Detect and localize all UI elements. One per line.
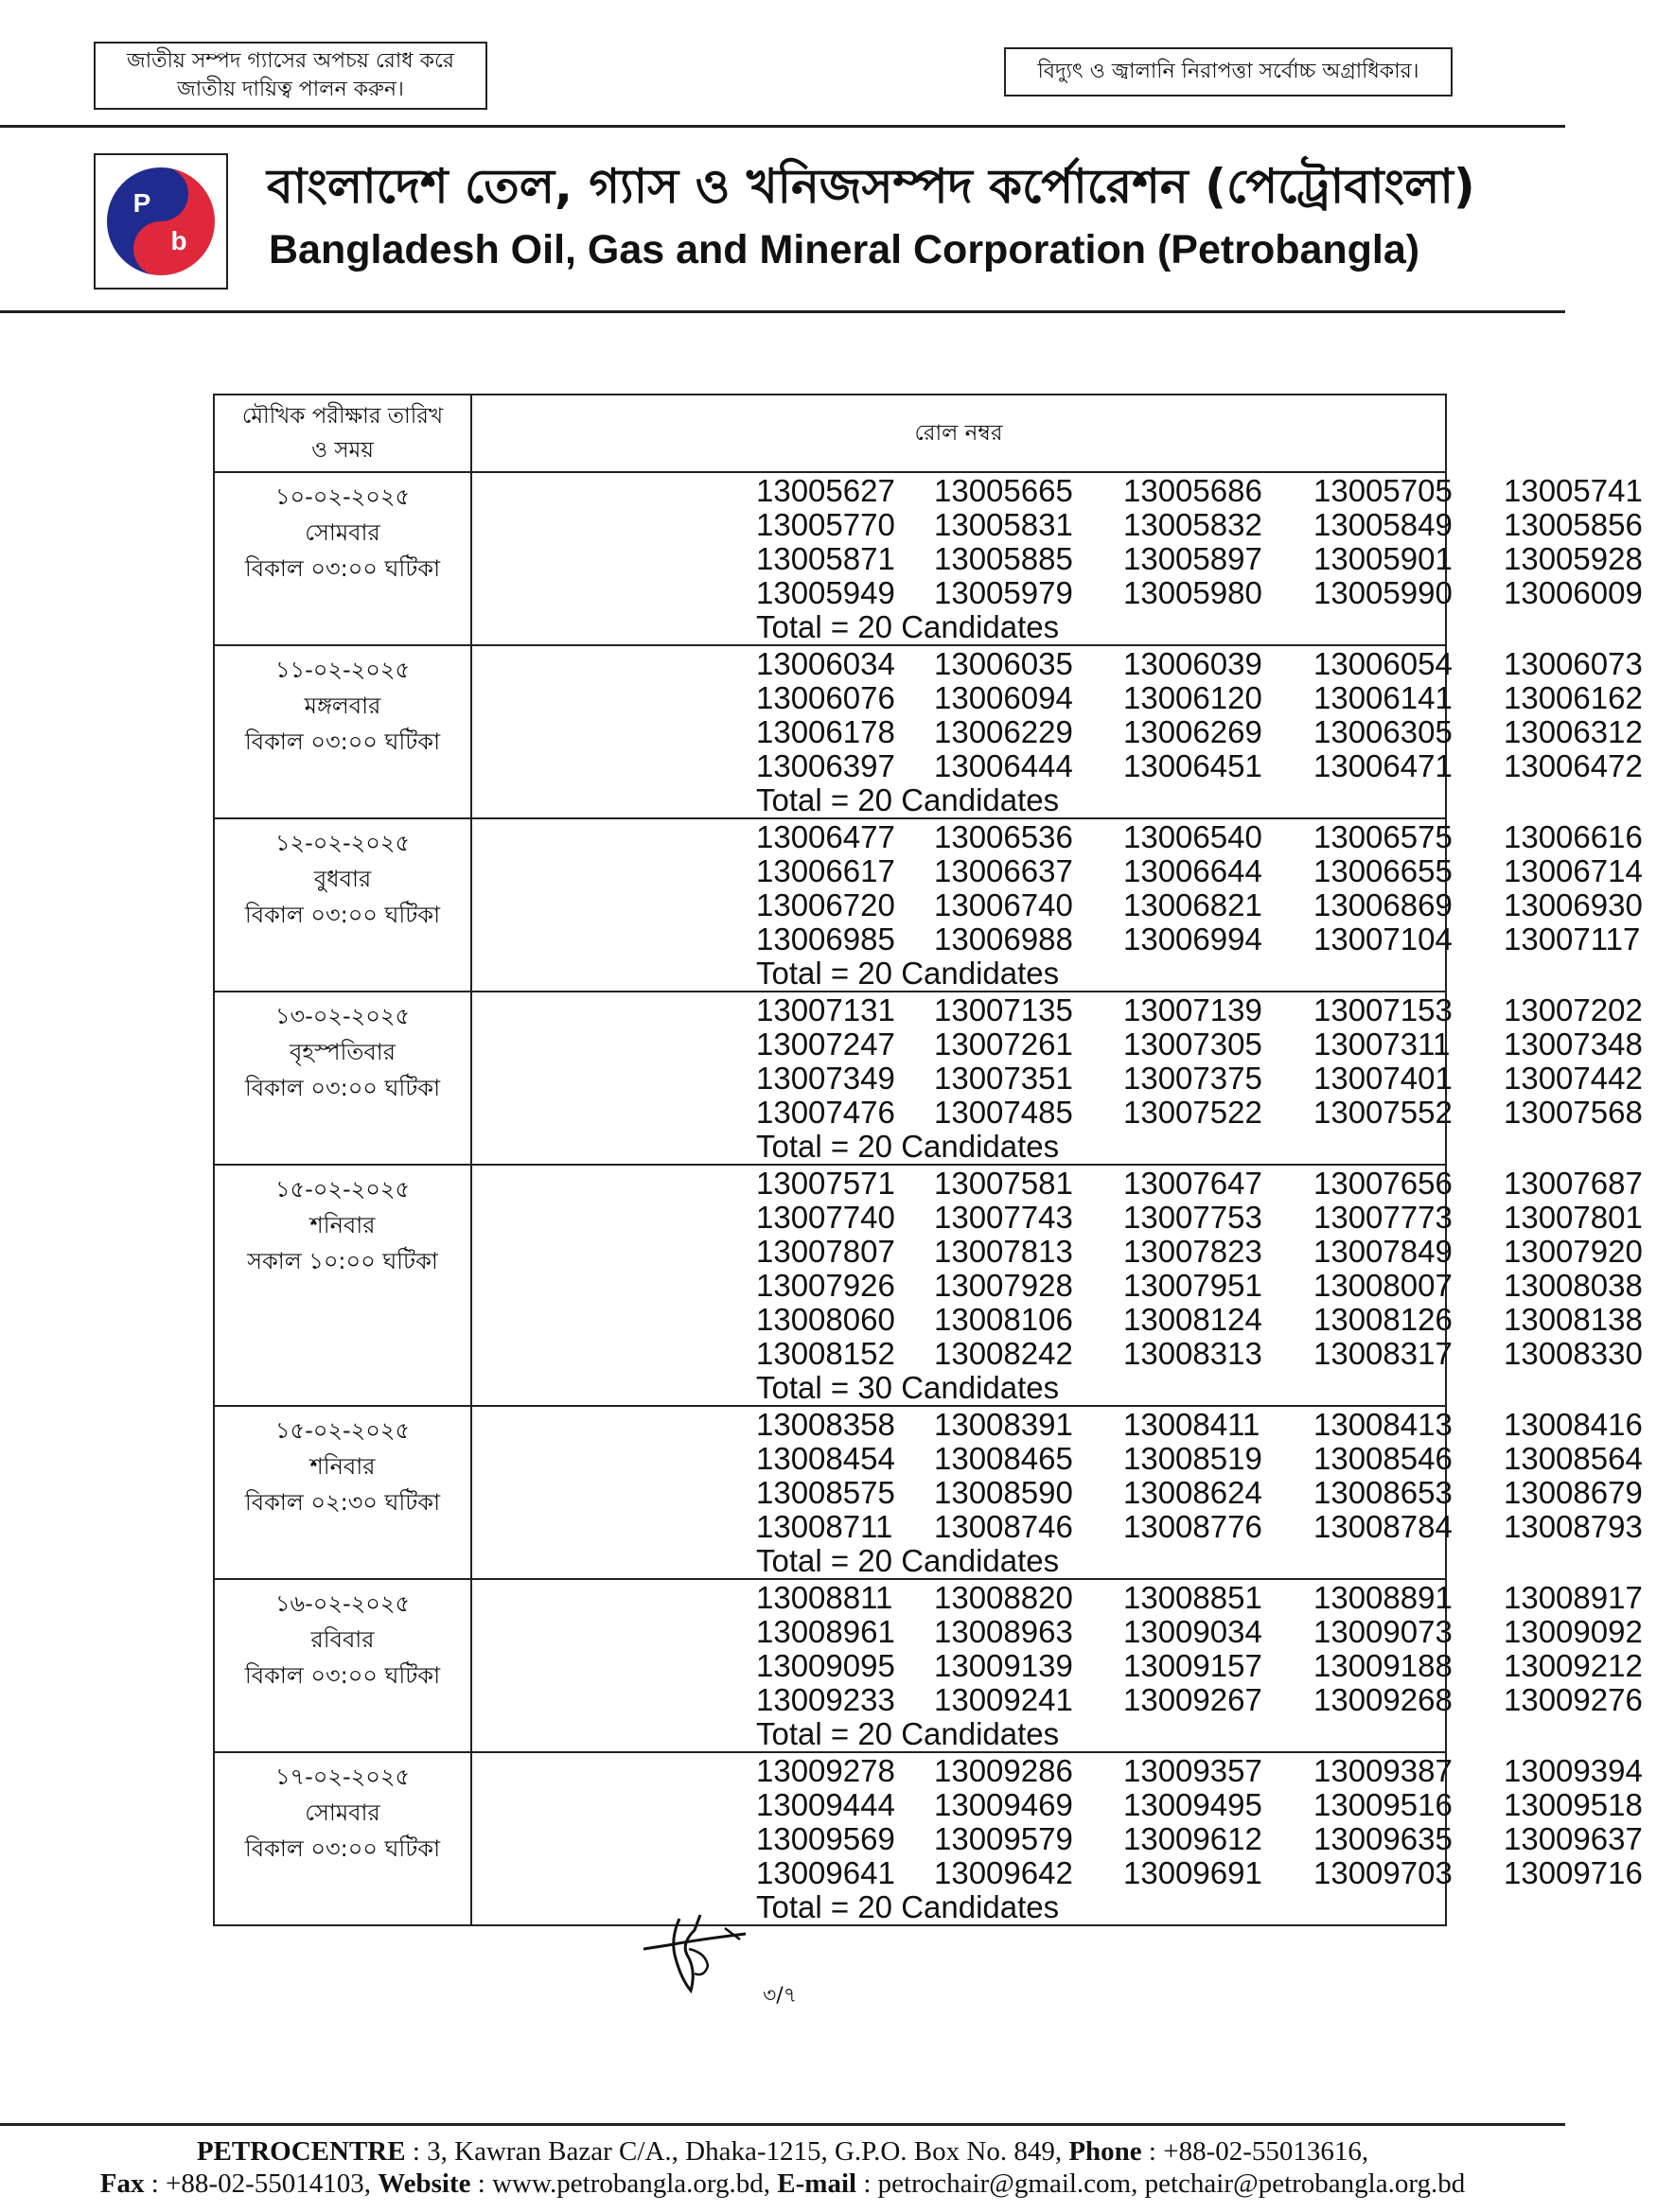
- roll-number: 13007849: [1313, 1234, 1453, 1269]
- slogan-left-line2: জাতীয় দায়িত্ব পালন করুন।: [177, 78, 404, 101]
- footer-petrocentre-label: PETROCENTRE: [196, 2136, 406, 2167]
- page-number: ৩/৭: [763, 1984, 798, 2008]
- roll-number: 13006039: [1123, 646, 1262, 681]
- session-time: বিকাল ০৩:০০ ঘটিকা: [244, 1075, 441, 1101]
- roll-number: 13007571: [756, 1166, 895, 1201]
- logo-icon: [96, 155, 226, 288]
- roll-number: 13009635: [1313, 1821, 1453, 1856]
- roll-number-grid: [756, 1580, 1643, 1717]
- roll-number: 13006178: [756, 714, 895, 749]
- roll-number: 13006076: [756, 680, 895, 715]
- roll-number: 13008454: [756, 1441, 895, 1476]
- session-roll-numbers: [471, 1752, 1643, 1925]
- petrobangla-logo: [94, 153, 228, 290]
- roll-number: 13008746: [934, 1509, 1073, 1544]
- roll-number: 13008793: [1504, 1509, 1643, 1544]
- roll-number: 13007104: [1313, 922, 1453, 957]
- roll-number: 13008811: [756, 1580, 893, 1615]
- roll-number: 13008851: [1123, 1580, 1262, 1615]
- roll-number: 13005949: [756, 575, 895, 610]
- roll-number: 13006994: [1123, 922, 1262, 957]
- roll-number: 13005849: [1313, 507, 1453, 542]
- roll-number: 13009716: [1504, 1855, 1643, 1890]
- footer-line-address: [0, 2136, 1565, 2168]
- slogan-box-left: [94, 42, 487, 110]
- roll-number: 13005770: [756, 507, 895, 542]
- roll-number: 13009034: [1123, 1614, 1262, 1649]
- roll-number: 13009691: [1123, 1855, 1262, 1890]
- session-total: Total = 20 Candidates: [756, 1129, 1060, 1164]
- roll-number-grid: [756, 1753, 1643, 1890]
- roll-number-grid: [756, 819, 1643, 957]
- session-time: বিকাল ০৩:০০ ঘটিকা: [244, 1662, 441, 1689]
- roll-number: 13008313: [1123, 1336, 1262, 1371]
- table-row: [214, 645, 1446, 818]
- roll-number: 13008413: [1313, 1407, 1453, 1442]
- roll-number: 13008519: [1123, 1441, 1262, 1476]
- roll-number: 13006397: [756, 748, 895, 783]
- roll-number: 13007773: [1313, 1200, 1453, 1235]
- session-date-time: [214, 1752, 471, 1925]
- roll-number: 13006451: [1123, 748, 1262, 783]
- session-date-time: [214, 818, 471, 992]
- roll-number: 13007476: [756, 1095, 895, 1130]
- roll-number: 13009387: [1313, 1753, 1453, 1788]
- table-row: [214, 1165, 1446, 1406]
- roll-number: 13008358: [756, 1407, 895, 1442]
- roll-number: 13008152: [756, 1336, 895, 1371]
- roll-number: 13009394: [1504, 1753, 1643, 1788]
- roll-number: 13008784: [1313, 1509, 1453, 1544]
- header-date-line1: মৌখিক পরীক্ষার তারিখ: [241, 404, 444, 429]
- roll-number: 13007687: [1504, 1166, 1643, 1201]
- roll-number: 13006162: [1504, 680, 1643, 715]
- roll-number: 13008961: [756, 1614, 895, 1649]
- session-time: বিকাল ০৩:০০ ঘটিকা: [244, 1835, 441, 1862]
- roll-number: 13007261: [934, 1027, 1073, 1062]
- roll-number: 13006472: [1504, 748, 1643, 783]
- roll-number: 13006034: [756, 646, 895, 681]
- roll-number: 13007485: [934, 1095, 1073, 1130]
- roll-number: 13007311: [1313, 1027, 1451, 1062]
- roll-number: 13008106: [934, 1302, 1073, 1337]
- roll-number: 13006536: [934, 819, 1073, 854]
- session-day: শনিবার: [309, 1212, 376, 1238]
- session-day: সোমবার: [305, 519, 380, 546]
- roll-number: 13005979: [934, 575, 1073, 610]
- roll-number: 13009157: [1123, 1648, 1262, 1683]
- roll-number: 13008679: [1504, 1475, 1643, 1510]
- roll-number: 13007202: [1504, 992, 1643, 1027]
- header-rule-bottom: [0, 310, 1565, 313]
- roll-number: 13005856: [1504, 507, 1643, 542]
- roll-number: 13007928: [934, 1268, 1073, 1303]
- roll-number: 13007807: [756, 1234, 895, 1269]
- footer-phone-label: Phone: [1068, 2136, 1142, 2167]
- header-date-line2: ও সময়: [311, 438, 374, 463]
- session-roll-numbers: [471, 818, 1643, 992]
- roll-number: 13005928: [1504, 541, 1643, 576]
- table-row: [214, 472, 1446, 645]
- roll-number: 13009579: [934, 1821, 1073, 1856]
- schedule-body: [214, 472, 1643, 1925]
- session-total: Total = 20 Candidates: [756, 782, 1060, 817]
- footer-line-contact: [0, 2168, 1565, 2200]
- roll-number: 13007153: [1313, 992, 1453, 1027]
- roll-number: 13005897: [1123, 541, 1262, 576]
- header-date-time: [214, 395, 471, 472]
- session-date: ১১-০২-২০২৫: [274, 657, 411, 683]
- roll-number: 13005990: [1313, 575, 1453, 610]
- roll-number: 13005832: [1123, 507, 1262, 542]
- roll-number: 13006540: [1123, 819, 1262, 854]
- roll-number: 13005741: [1504, 473, 1643, 508]
- roll-number: 13007740: [756, 1200, 895, 1235]
- roll-number: 13006035: [934, 646, 1073, 681]
- roll-number: 13006644: [1123, 853, 1262, 888]
- roll-number: 13007131: [756, 992, 895, 1027]
- roll-number: 13007656: [1313, 1166, 1453, 1201]
- roll-number: 13009188: [1313, 1648, 1453, 1683]
- roll-number: 13006269: [1123, 714, 1262, 749]
- roll-number: 13007581: [934, 1166, 1073, 1201]
- roll-number-grid: [756, 473, 1643, 610]
- table-row: [214, 818, 1446, 992]
- table-row: [214, 992, 1446, 1165]
- session-date: ১৩-০২-২০২৫: [274, 1003, 411, 1029]
- roll-number: 13008820: [934, 1580, 1073, 1615]
- header-rule-top: [0, 125, 1565, 128]
- roll-number: 13007375: [1123, 1061, 1262, 1096]
- roll-number: 13008776: [1123, 1509, 1262, 1544]
- roll-number: 13006616: [1504, 819, 1643, 854]
- session-date-time: [214, 472, 471, 645]
- footer-fax: : +88-02-55014103,: [144, 2168, 379, 2199]
- roll-number: 13005831: [934, 507, 1073, 542]
- roll-number: 13006988: [934, 922, 1073, 957]
- session-roll-numbers: [471, 1406, 1643, 1579]
- table-row: [214, 1752, 1446, 1925]
- roll-number: 13009278: [756, 1753, 895, 1788]
- roll-number: 13006141: [1313, 680, 1453, 715]
- roll-number: 13006575: [1313, 819, 1453, 854]
- roll-number: 13007823: [1123, 1234, 1262, 1269]
- roll-number: 13008624: [1123, 1475, 1262, 1510]
- session-time: বিকাল ০২:৩০ ঘটিকা: [244, 1489, 441, 1516]
- roll-number: 13009642: [934, 1855, 1073, 1890]
- session-total: Total = 20 Candidates: [756, 609, 1060, 644]
- handwritten-signature: [642, 1911, 755, 1996]
- session-date: ১৭-০২-২০২৫: [274, 1764, 411, 1790]
- roll-number: 13008711: [756, 1509, 893, 1544]
- session-roll-numbers: [471, 472, 1643, 645]
- roll-number: 13008242: [934, 1336, 1073, 1371]
- roll-number: 13006073: [1504, 646, 1643, 681]
- session-total: Total = 20 Candidates: [756, 956, 1060, 991]
- roll-number: 13007813: [934, 1234, 1073, 1269]
- roll-number: 13006821: [1123, 887, 1262, 922]
- roll-number: 13006094: [934, 680, 1073, 715]
- session-time: সকাল ১০:০০ ঘটিকা: [247, 1248, 438, 1274]
- roll-number: 13009073: [1313, 1614, 1453, 1649]
- roll-number: 13006720: [756, 887, 895, 922]
- slogan-right-text: বিদ্যুৎ ও জ্বালানি নিরাপত্তা সর্বোচ্চ অগ্রাধিকার।: [1037, 60, 1419, 83]
- roll-number: 13009233: [756, 1682, 895, 1717]
- session-day: মঙ্গলবার: [304, 693, 381, 719]
- footer-address: : 3, Kawran Bazar C/A., Dhaka-1215, G.P.O. Box No. 849,: [405, 2136, 1069, 2167]
- session-total: Total = 20 Candidates: [756, 1716, 1060, 1751]
- roll-number: 13008465: [934, 1441, 1073, 1476]
- roll-number: 13009286: [934, 1753, 1073, 1788]
- session-day: বৃহস্পতিবার: [290, 1039, 396, 1065]
- roll-number: 13005980: [1123, 575, 1262, 610]
- roll-number: 13008653: [1313, 1475, 1453, 1510]
- footer-fax-label: Fax: [99, 2168, 145, 2199]
- session-day: শনিবার: [309, 1453, 376, 1480]
- header-roll-number: রোল নম্বর: [471, 395, 1446, 472]
- session-date: ১৫-০২-২০২৫: [274, 1176, 411, 1203]
- roll-number: 13007753: [1123, 1200, 1262, 1235]
- roll-number: 13008060: [756, 1302, 895, 1337]
- roll-number: 13005686: [1123, 473, 1262, 508]
- svg-text:b: b: [170, 226, 187, 255]
- footer-rule: [0, 2123, 1565, 2126]
- footer-website-label: Website: [378, 2168, 471, 2199]
- roll-number: 13008317: [1313, 1336, 1453, 1371]
- roll-number-grid: [756, 646, 1643, 783]
- roll-number: 13009641: [756, 1855, 895, 1890]
- roll-number-grid: [756, 992, 1643, 1130]
- roll-number: 13006985: [756, 922, 895, 957]
- roll-number: 13009569: [756, 1821, 895, 1856]
- roll-number-grid: [756, 1166, 1643, 1371]
- roll-number: 13009092: [1504, 1614, 1643, 1649]
- roll-number: 13006471: [1313, 748, 1453, 783]
- roll-number: 13009276: [1504, 1682, 1643, 1717]
- roll-number: 13009703: [1313, 1855, 1453, 1890]
- roll-number: 13008917: [1504, 1580, 1643, 1615]
- roll-number: 13007552: [1313, 1095, 1453, 1130]
- roll-number: 13006740: [934, 887, 1073, 922]
- roll-number: 13006312: [1504, 714, 1643, 749]
- table-row: [214, 1406, 1446, 1579]
- session-date-time: [214, 992, 471, 1165]
- roll-number: 13007351: [934, 1061, 1073, 1096]
- session-roll-numbers: [471, 1165, 1643, 1406]
- roll-number: 13006655: [1313, 853, 1453, 888]
- roll-number: 13006477: [756, 819, 895, 854]
- roll-number: 13008007: [1313, 1268, 1453, 1303]
- roll-number: 13006617: [756, 853, 895, 888]
- roll-number: 13007926: [756, 1268, 895, 1303]
- session-total: Total = 20 Candidates: [756, 1543, 1060, 1578]
- roll-number: 13009139: [934, 1648, 1073, 1683]
- slogan-left-line1: জাতীয় সম্পদ গ্যাসের অপচয় রোধ করে: [127, 49, 454, 73]
- roll-number: 13007349: [756, 1061, 895, 1096]
- viva-schedule-table: [213, 394, 1643, 1926]
- svg-text:P: P: [132, 188, 151, 218]
- session-date-time: [214, 1165, 471, 1406]
- session-date-time: [214, 1579, 471, 1752]
- roll-number: 13006305: [1313, 714, 1453, 749]
- session-roll-numbers: [471, 645, 1643, 818]
- roll-number: 13006930: [1504, 887, 1643, 922]
- roll-number: 13005705: [1313, 473, 1453, 508]
- roll-number: 13009357: [1123, 1753, 1262, 1788]
- roll-number: 13006869: [1313, 887, 1453, 922]
- roll-number: 13008963: [934, 1614, 1073, 1649]
- roll-number: 13008546: [1313, 1441, 1453, 1476]
- roll-number: 13007247: [756, 1027, 895, 1062]
- table-header-row: [214, 395, 1446, 472]
- roll-number: 13008038: [1504, 1268, 1643, 1303]
- roll-number: 13009469: [934, 1787, 1073, 1822]
- roll-number: 13006054: [1313, 646, 1453, 681]
- session-time: বিকাল ০৩:০০ ঘটিকা: [244, 902, 441, 928]
- roll-number: 13005885: [934, 541, 1073, 576]
- session-date-time: [214, 1406, 471, 1579]
- roll-number: 13007442: [1504, 1061, 1643, 1096]
- roll-number: 13005665: [934, 473, 1073, 508]
- session-total: Total = 30 Candidates: [756, 1370, 1060, 1405]
- roll-number: 13009212: [1504, 1648, 1643, 1683]
- session-day: রবিবার: [310, 1626, 375, 1653]
- roll-number: 13005871: [756, 541, 895, 576]
- roll-number: 13006444: [934, 748, 1073, 783]
- session-day: বুধবার: [313, 866, 372, 892]
- session-date: ১৫-০২-২০২৫: [274, 1417, 411, 1444]
- session-date-time: [214, 645, 471, 818]
- organization-name-bangla: বাংলাদেশ তেল, গ্যাস ও খনিজসম্পদ কর্পোরেশন (পেট্রোবাংলা): [267, 159, 1475, 214]
- roll-number: 13008124: [1123, 1302, 1262, 1337]
- roll-number: 13007117: [1504, 922, 1641, 957]
- roll-number: 13009516: [1313, 1787, 1453, 1822]
- session-roll-numbers: [471, 1579, 1643, 1752]
- session-day: সোমবার: [305, 1799, 380, 1826]
- roll-number: 13008575: [756, 1475, 895, 1510]
- roll-number: 13006637: [934, 853, 1073, 888]
- session-date: ১৬-০২-২০২৫: [274, 1590, 411, 1617]
- roll-number: 13008590: [934, 1475, 1073, 1510]
- roll-number: 13007743: [934, 1200, 1073, 1235]
- roll-number: 13007305: [1123, 1027, 1262, 1062]
- roll-number: 13009444: [756, 1787, 895, 1822]
- session-date: ১২-০২-২০২৫: [274, 830, 411, 856]
- session-roll-numbers: [471, 992, 1643, 1165]
- roll-number: 13006714: [1504, 853, 1643, 888]
- roll-number: 13006229: [934, 714, 1073, 749]
- roll-number: 13009095: [756, 1648, 895, 1683]
- roll-number: 13008411: [1123, 1407, 1260, 1442]
- slogan-box-right: [1004, 47, 1453, 97]
- roll-number: 13009612: [1123, 1821, 1262, 1856]
- roll-number: 13007920: [1504, 1234, 1643, 1269]
- roll-number: 13007647: [1123, 1166, 1262, 1201]
- footer-website: : www.petrobangla.org.bd,: [470, 2168, 778, 2199]
- session-time: বিকাল ০৩:০০ ঘটিকা: [244, 555, 441, 582]
- roll-number: 13009495: [1123, 1787, 1262, 1822]
- roll-number: 13006120: [1123, 680, 1262, 715]
- roll-number: 13009267: [1123, 1682, 1262, 1717]
- roll-number: 13007951: [1123, 1268, 1262, 1303]
- roll-number: 13007522: [1123, 1095, 1262, 1130]
- roll-number: 13008138: [1504, 1302, 1643, 1337]
- roll-number: 13009518: [1504, 1787, 1643, 1822]
- roll-number: 13009637: [1504, 1821, 1643, 1856]
- session-total: Total = 20 Candidates: [756, 1889, 1060, 1924]
- organization-name-english: Bangladesh Oil, Gas and Mineral Corporation (Petrobangla): [269, 227, 1420, 272]
- roll-number: 13008126: [1313, 1302, 1453, 1337]
- roll-number: 13008330: [1504, 1336, 1643, 1371]
- session-date: ১০-০২-২০২৫: [274, 483, 411, 510]
- footer-email-label: E-mail: [777, 2168, 857, 2199]
- roll-number: 13007568: [1504, 1095, 1643, 1130]
- roll-number: 13006009: [1504, 575, 1643, 610]
- roll-number: 13007801: [1504, 1200, 1643, 1235]
- roll-number: 13007139: [1123, 992, 1262, 1027]
- roll-number: 13005901: [1313, 541, 1453, 576]
- footer-email: : petrochair@gmail.com, petchair@petrobangla.org.bd: [856, 2168, 1466, 2199]
- roll-number: 13007135: [934, 992, 1073, 1027]
- roll-number: 13009268: [1313, 1682, 1453, 1717]
- roll-number: 13008564: [1504, 1441, 1643, 1476]
- roll-number: 13008391: [934, 1407, 1073, 1442]
- roll-number: 13005627: [756, 473, 895, 508]
- table-row: [214, 1579, 1446, 1752]
- roll-number: 13008891: [1313, 1580, 1453, 1615]
- roll-number: 13008416: [1504, 1407, 1643, 1442]
- session-time: বিকাল ০৩:০০ ঘটিকা: [244, 729, 441, 755]
- footer-phone: : +88-02-55013616,: [1141, 2136, 1369, 2167]
- roll-number-grid: [756, 1407, 1643, 1544]
- roll-number: 13007348: [1504, 1027, 1643, 1062]
- roll-number: 13007401: [1313, 1061, 1453, 1096]
- roll-number: 13009241: [934, 1682, 1073, 1717]
